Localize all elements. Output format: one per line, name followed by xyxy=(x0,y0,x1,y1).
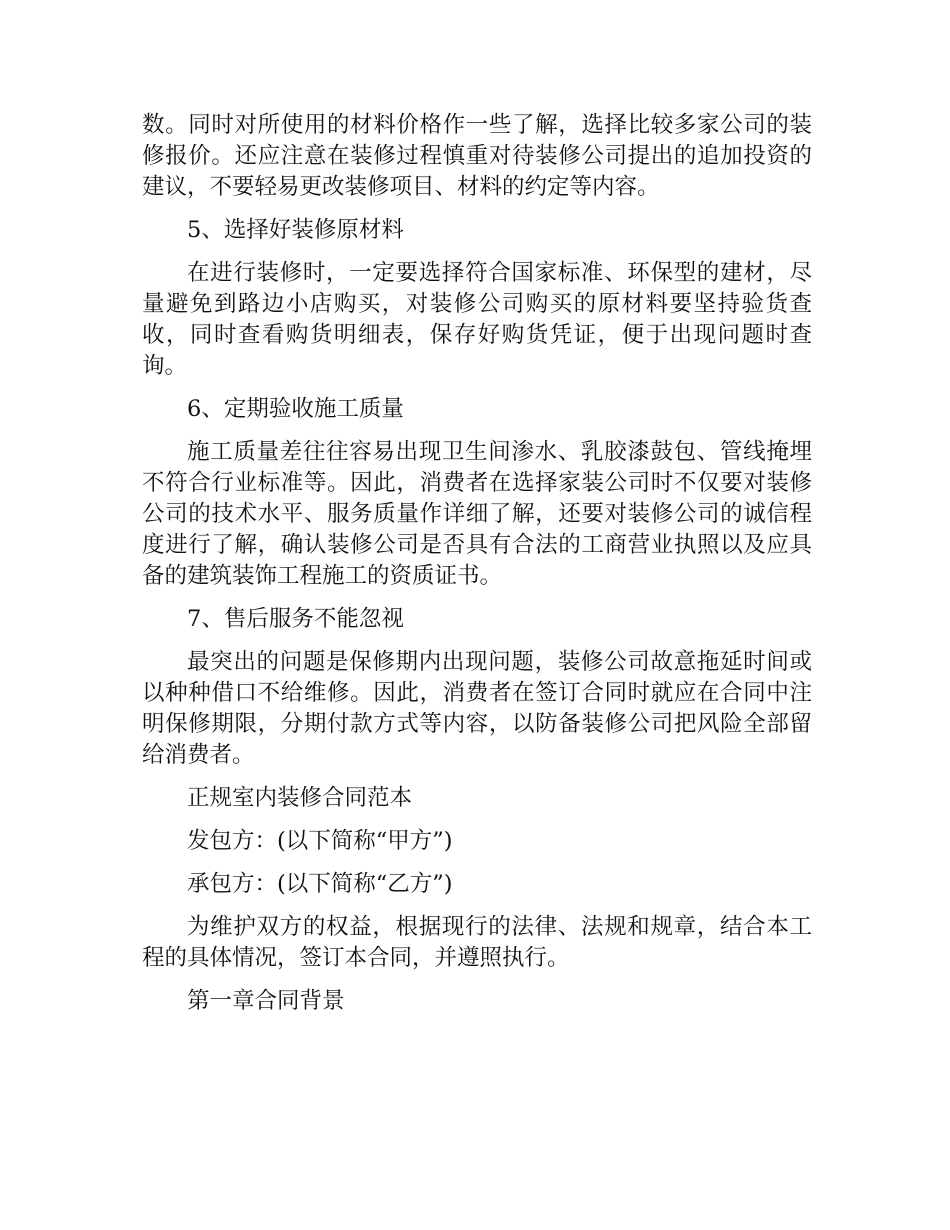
paragraph: 最突出的问题是保修期内出现问题，装修公司故意拖延时间或以种种借口不给维修。因此，消费者在签订合同时就应在合同中注明保修期限，分期付款方式等内容，以防备装修公司把风险全部留给消费者。 xyxy=(142,649,812,768)
party-b-line: 承包方：(以下简称“乙方”) xyxy=(187,871,453,897)
document-page xyxy=(142,110,812,1029)
chapter-heading: 第一章合同背景 xyxy=(187,988,345,1014)
section-heading-5: 5、选择好装修原材料 xyxy=(187,217,404,243)
paragraph: 施工质量差往往容易出现卫生间渗水、乳胶漆鼓包、管线掩埋不符合行业标准等。因此，消费者在选择家装公司时不仅要对装修公司的技术水平、服务质量作详细了解，还要对装修公司的诚信程度进行了解，确认装修公司是否具有合法的工商营业执照以及应具备的建筑装饰工程施工的资质证书。 xyxy=(142,439,812,589)
section-heading-7: 7、售后服务不能忽视 xyxy=(187,606,404,632)
paragraph: 为维护双方的权益，根据现行的法律、法规和规章，结合本工程的具体情况，签订本合同，并遵照执行。 xyxy=(142,914,812,971)
party-a-line: 发包方：(以下简称“甲方”) xyxy=(187,828,453,854)
contract-title: 正规室内装修合同范本 xyxy=(187,785,413,811)
paragraph: 在进行装修时，一定要选择符合国家标准、环保型的建材，尽量避免到路边小店购买，对装修公司购买的原材料要坚持验货查收，同时查看购货明细表，保存好购货凭证，便于出现问题时查询。 xyxy=(142,260,812,379)
paragraph-continuation: 数。同时对所使用的材料价格作一些了解，选择比较多家公司的装修报价。还应注意在装修过程慎重对待装修公司提出的追加投资的建议，不要轻易更改装修项目、材料的约定等内容。 xyxy=(142,112,812,200)
section-heading-6: 6、定期验收施工质量 xyxy=(187,396,404,422)
